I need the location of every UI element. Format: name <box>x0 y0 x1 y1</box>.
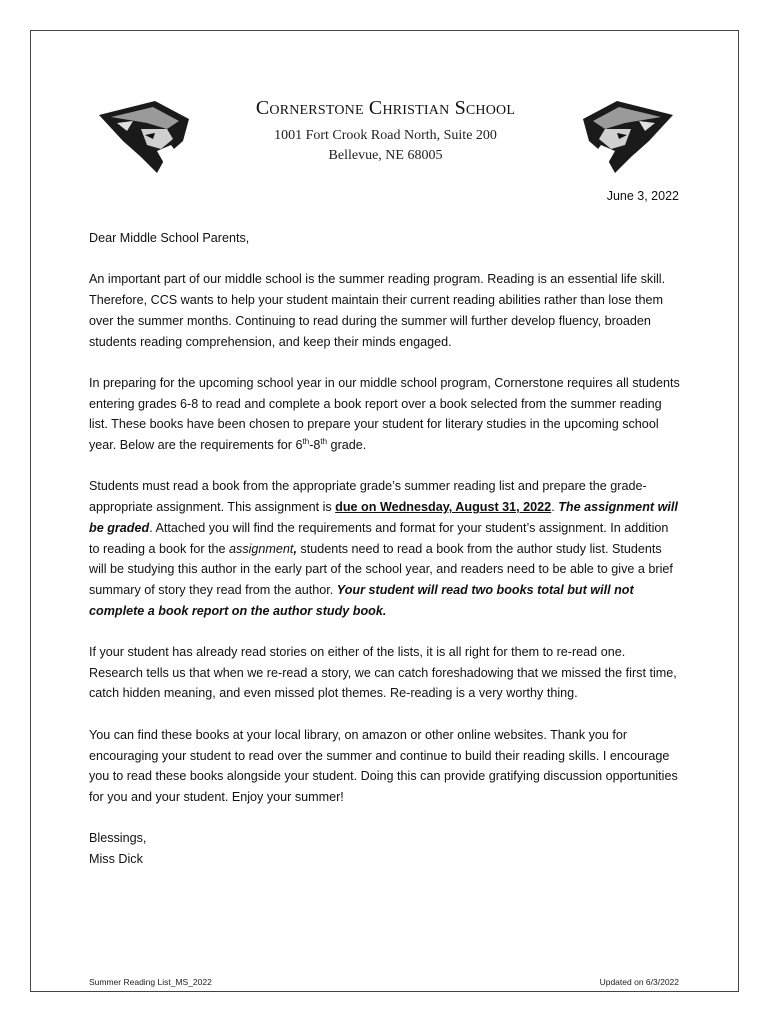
paragraph-3-text-d: students need to read a book from the author study list. Students will be studying this author in the early part of the school year, and readers need to be able to give a brief summary of story they read from the author. <box>89 541 673 597</box>
grade-range-dash: -8 <box>309 438 321 452</box>
footer-updated-date: Updated on 6/3/2022 <box>599 977 679 987</box>
paragraph-3-text-b: . <box>551 500 559 515</box>
two-books-emphasis: Your student will read two books total but will not complete a book report on the author study book. <box>89 582 634 618</box>
salutation: Dear Middle School Parents, <box>89 231 250 245</box>
letter-date: June 3, 2022 <box>606 189 679 203</box>
paragraph-2-text: In preparing for the upcoming school year in our middle school program, Cornerstone requires all students entering grades 6-8 to read and complete a book report over a book selected from the summer reading list. These books have been chosen to prepare your student for literary studies in the upcoming school year. Below are the requirements for 6 <box>89 375 680 452</box>
school-address-line2: Bellevue, NE 68005 <box>328 148 443 163</box>
closing: Blessings, <box>89 831 147 846</box>
paragraph-1: An important part of our middle school is the summer reading program. Reading is an essential life skill. Therefore, CCS wants to help your student maintain their current reading abilities rather than lose them over the summer months. Continuing to read during the summer will further develop fluency, broaden students reading comprehension, and keep their minds engaged. <box>89 272 666 349</box>
ordinal-suffix-8th: th <box>320 437 328 446</box>
letter-page <box>30 30 739 992</box>
paragraph-2-end: grade. <box>327 438 367 452</box>
assignment-emphasis: assignment <box>229 541 294 556</box>
paragraph-2 <box>89 373 681 456</box>
paragraph-3-text-c: . Attached you will find the requirements and format for your student’s assignment. In addition to reading a book for the <box>89 520 669 556</box>
paragraph-4: If your student has already read stories on either of the lists, it is all right for them to re-read one. Research tells us that when we re-read a story, we can catch foreshadowing that we missed the first time, catch hidden meaning, and even missed plot themes. Re-reading is a very worthy thing. <box>89 645 677 701</box>
graded-emphasis: The assignment will be graded <box>89 500 678 535</box>
paragraph-3 <box>89 476 681 621</box>
school-address-line1: 1001 Fort Crook Road North, Suite 200 <box>274 128 497 143</box>
letter-body <box>89 228 681 870</box>
paragraph-5: You can find these books at your local library, on amazon or other online websites. Thank you for encouraging your student to read over the summer and continue to build their reading skills. I encourage you to read these books alongside your student. Doing this can provide gratifying discussion opportunities for you and your student. Enjoy your summer! <box>89 727 678 804</box>
footer-document-name: Summer Reading List_MS_2022 <box>89 977 212 987</box>
school-name: Cornerstone Christian School <box>255 97 516 119</box>
signoff <box>89 828 681 869</box>
assignment-comma: , <box>293 541 297 556</box>
ordinal-suffix-6th: th <box>302 437 310 446</box>
signature-name: Miss Dick <box>89 852 143 866</box>
due-date-emphasis: due on Wednesday, August 31, 2022 <box>335 500 552 515</box>
paragraph-3-text-a: Students must read a book from the appropriate grade’s summer reading list and prepare the grade-appropriate assignment. This assignment is <box>89 479 647 515</box>
